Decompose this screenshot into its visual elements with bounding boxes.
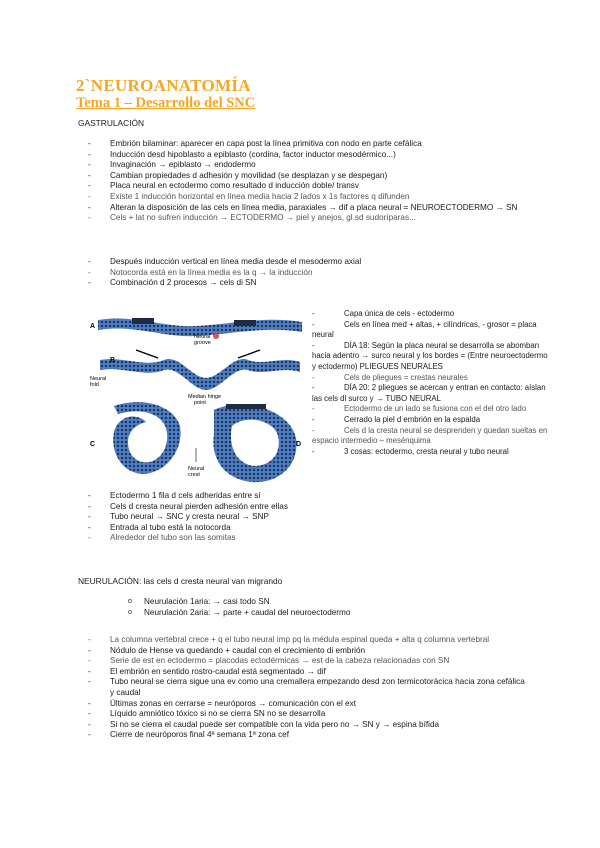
label-c: C (90, 441, 96, 448)
neurulacion-list (86, 635, 530, 741)
list-item: - Entrada al tubo está la notocorda (86, 523, 288, 534)
neurulacion-types (128, 596, 350, 618)
list-item: - DÍA 20: 2 pliegues se acercan y entran en contacto: aíslan las cels dl surco y → TUBO NEURAL (312, 383, 546, 403)
list-item: - Cambian propiedades d adhesión y movilidad (se desplazan y se despegan) (86, 171, 517, 182)
list-item: o Neurulación 1aria: → casi todo SN (128, 596, 350, 607)
list-item: - 3 cosas: ectodermo, cresta neural y tubo neural (312, 446, 509, 456)
label-d: D (296, 441, 302, 448)
list-item: - Cels d la cresta neural se desprenden y quedan sueltas en espacio intermedio – mesénquima (312, 425, 548, 446)
list-item: o Neurulación 2aria: → parte + caudal del neuroectodermo (128, 607, 350, 618)
gastrulacion-list-2 (86, 257, 361, 289)
list-item: - Alrededor del tubo son las somitas (86, 533, 288, 544)
list-item: - Notocorda está en la línea media es la q → la inducción (86, 268, 361, 279)
list-item: - DÍA 18: Según la placa neural se desarrolla se abomban hacia adentro → surco neural y los bordes = (Entre neuroectodermo y ectodermo) PLIEGUES NEURALES (312, 340, 548, 371)
label-neural-groove: Neural (194, 334, 211, 340)
stage-d-surface (226, 404, 266, 409)
list-item: - Ectodermo de un lado se fusiona con el del otro lado (312, 404, 527, 414)
label-neural-crest: crest (188, 472, 200, 478)
stage-a-neuroectoderm (132, 318, 154, 324)
stage-b-folds (100, 359, 300, 390)
label-b: B (110, 357, 116, 364)
list-item: - Si no se cierra el caudal puede ser compatible con la vida pero no → SN y → espina bífida (86, 720, 530, 731)
label-median-hinge: Median hinge (188, 394, 222, 400)
list-item: - La columna vertebral crece + q el tubo neural imp pq la médula espinal queda + alta q columna vertebral (86, 635, 530, 646)
list-item: - Cels en línea med + altas, + cilíndricas, - grosor = placa neural (312, 319, 537, 340)
list-item: - Nódulo de Hense va quedando + caudal con el crecimiento di embrión (86, 646, 530, 657)
list-item: - Ectodermo 1 fila d cels adheridas entre sí (86, 491, 288, 502)
neurulation-diagram (84, 312, 310, 490)
list-item: - Embrión bilaminar: aparecer en capa post la línea primitiva con nodo en parte cefálica (86, 139, 517, 150)
list-item: - Cels + lat no sufren inducción → ECTODERMO → piel y anejos, gl.sd sudoríparas... (86, 213, 517, 224)
section-title-neurulacion: NEURULACIÓN: las cels d cresta neural van migrando (78, 576, 283, 586)
label-neural-fold: Neural (90, 376, 107, 382)
list-item: - Serie de est en ectodermo = placodas ectodérmicas → est de la cabeza relacionadas con SN (86, 656, 530, 667)
notochord-marker (213, 333, 219, 339)
list-item: - El embrión en sentido rostro-caudal está segmentado → dif (86, 667, 530, 678)
list-item: - Capa única de cels - ectodermo (312, 309, 455, 318)
list-item: - Alteran la disposición de las cels en línea media, paraxiales → dif a placa neural = NEUROECTODERMO → SN (86, 203, 517, 214)
list-item: - Tubo neural se cierra sigue una ev como una cremallera empezando desd zon termicotorácica hacia zona cefálica y caudal (86, 677, 530, 698)
list-item: - Cels d cresta neural pierden adhesión entre ellas (86, 502, 288, 513)
list-item: - Invaginación → epiblasto → endodermo (86, 160, 517, 171)
label-neural-groove: groove (194, 340, 211, 346)
page-subheading: Tema 1 – Desarrollo del SNC (76, 95, 256, 111)
stage-c-tube (113, 402, 180, 474)
list-item: - Inducción desd hipoblasto a epiblasto (cordina, factor inductor mesodérmico...) (86, 150, 517, 161)
list-item: - Tubo neural → SNC y cresta neural → SNP (86, 512, 288, 523)
label-median-hinge: point (194, 400, 206, 406)
stage-d-tube (213, 405, 296, 483)
below-diagram-list (86, 491, 288, 544)
list-item: - Combinación d 2 procesos → cels di SN (86, 278, 361, 289)
section-title-gastrulacion: GASTRULACIÓN (78, 118, 145, 128)
gastrulacion-list (86, 139, 517, 224)
list-item: - Cerrado la piel d embrión en la espalda (312, 414, 481, 424)
label-a: A (90, 323, 96, 330)
list-item: - Después inducción vertical en línea media desde el mesodermo axial (86, 257, 361, 268)
arrow-right (238, 350, 260, 358)
diagram-notes-list (312, 309, 548, 457)
list-item: - Placa neural en ectodermo como resultado d inducción doble/ transv (86, 181, 517, 192)
label-neural-crest: Neural (188, 466, 205, 472)
stage-a-neuroectoderm (234, 320, 256, 326)
list-item: - Cierre de neuróporos final 4ª semana 1ª zona cef (86, 730, 530, 741)
list-item: - Cels de pliegues = crestas neurales (312, 372, 468, 382)
arrow-left (136, 350, 158, 358)
label-neural-fold: fold (90, 382, 99, 388)
page-heading: 2`NEUROANATOMÍA (76, 76, 251, 95)
list-item: - Existe 1 inducción horizontal en línea media hacia 2 lados x 1s factores q difunden (86, 192, 517, 203)
list-item: - Últimas zonas en cerrarse = neuróporos → comunicación con el ext (86, 699, 530, 710)
list-item: - Líquido amniótico tóxico si no se cierra SN no se desarrolla (86, 709, 530, 720)
